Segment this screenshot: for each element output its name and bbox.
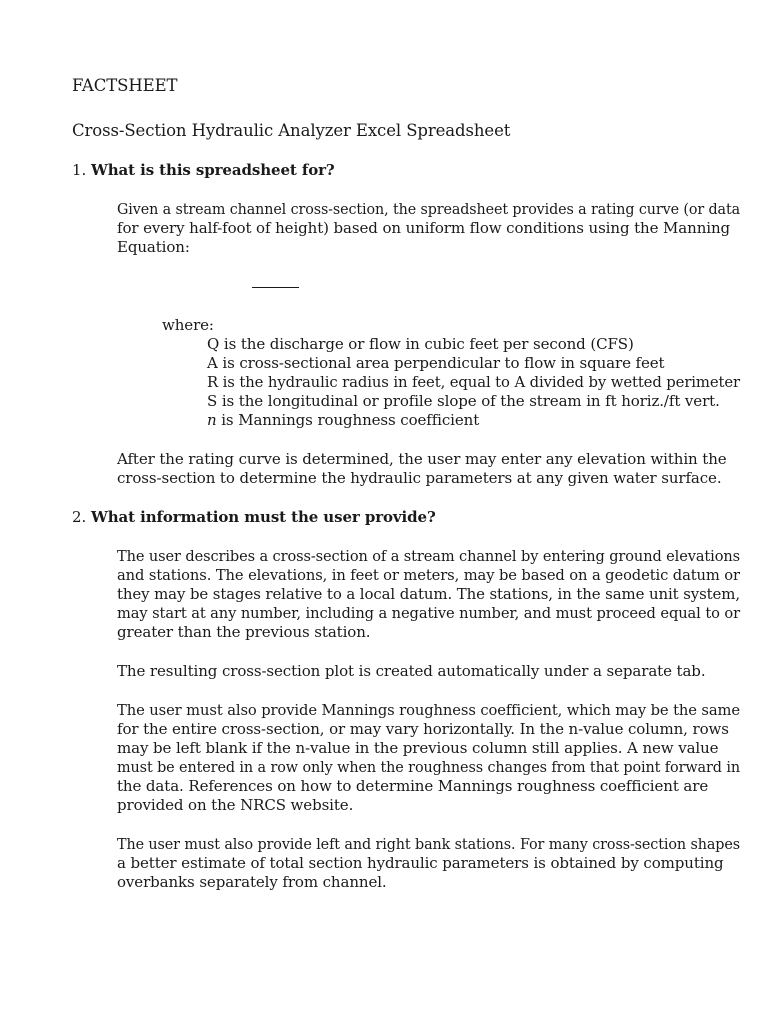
para1-line: they may be stages relative to a local datum. The stations, in the same unit system, <box>117 585 740 603</box>
para1-line: greater than the previous station. <box>117 623 371 641</box>
section-2-number: 2. <box>72 508 87 526</box>
equation-fraction-bar <box>252 287 299 288</box>
para3-line: provided on the NRCS website. <box>117 796 354 814</box>
section-1-intro-line: for every half-foot of height) based on uniform flow conditions using the Manning <box>117 219 731 237</box>
para3-line: may be left blank if the n-value in the previous column still applies. A new value <box>117 739 719 757</box>
para1-line: may start at any number, including a negative number, and must proceed equal to or <box>117 604 740 622</box>
section-1-number: 1. <box>72 161 87 179</box>
para3-line: must be entered in a row only when the roughness changes from that point forward in <box>117 758 740 776</box>
para3-line: for the entire cross-section, or may vary horizontally. In the n-value column, rows <box>117 720 729 738</box>
section-1-intro-line: Equation: <box>117 238 190 256</box>
definition-line: S is the longitudinal or profile slope of the stream in ft horiz./ft vert. <box>207 392 720 410</box>
para4-line: a better estimate of total section hydraulic parameters is obtained by computing <box>117 854 724 872</box>
definition-line: Q is the discharge or flow in cubic feet per second (CFS) <box>207 335 634 353</box>
para3-line: The user must also provide Mannings roughness coefficient, which may be the same <box>117 701 740 719</box>
section-2-heading: What information must the user provide? <box>91 508 436 526</box>
section-1-after-line: cross-section to determine the hydraulic parameters at any given water surface. <box>117 469 722 487</box>
section-1-after-line: After the rating curve is determined, the user may enter any elevation within the <box>117 450 727 468</box>
n-symbol: n <box>207 411 217 429</box>
section-1-intro-line: Given a stream channel cross-section, the spreadsheet provides a rating curve (or data <box>117 200 741 218</box>
where-label: where: <box>162 316 214 334</box>
definition-line: A is cross-sectional area perpendicular to flow in square feet <box>207 354 665 372</box>
para2-line: The resulting cross-section plot is created automatically under a separate tab. <box>117 662 706 680</box>
para1-line: and stations. The elevations, in feet or meters, may be based on a geodetic datum or <box>117 566 740 584</box>
para1-line: The user describes a cross-section of a stream channel by entering ground elevations <box>117 547 740 565</box>
para3-line: the data. References on how to determine Mannings roughness coefficient are <box>117 777 709 795</box>
definition-line: R is the hydraulic radius in feet, equal to A divided by wetted perimeter <box>207 373 740 391</box>
para4-line: The user must also provide left and right bank stations. For many cross-section shapes <box>117 835 740 853</box>
n-definition: is Mannings roughness coefficient <box>216 411 480 429</box>
doc-label: FACTSHEET <box>72 76 178 95</box>
definition-line-n <box>207 411 479 430</box>
doc-title: Cross-Section Hydraulic Analyzer Excel Spreadsheet <box>72 121 511 140</box>
section-1-heading: What is this spreadsheet for? <box>91 161 335 179</box>
para4-line: overbanks separately from channel. <box>117 873 387 891</box>
